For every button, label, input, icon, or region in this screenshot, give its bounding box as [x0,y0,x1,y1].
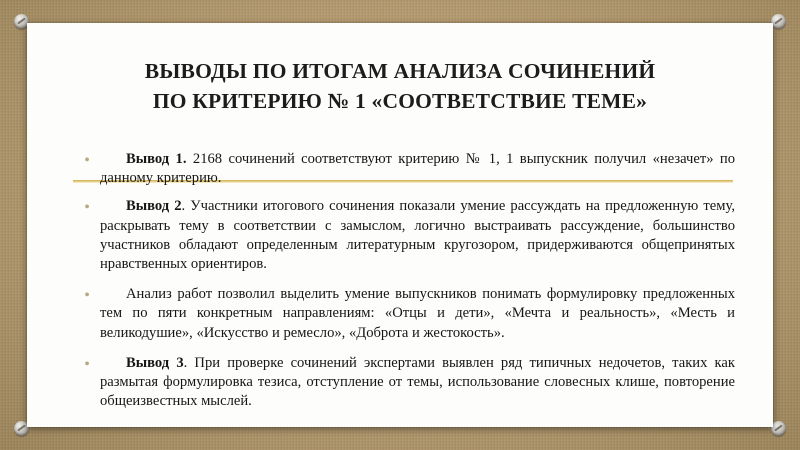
paragraph-2-lead: Вывод 2 [126,198,182,215]
list-item [74,285,735,343]
paragraph-2-text: . Участники итогового сочинения показали умение рассуждать на предложенную тему, раскрывать тему в соответствии с замыслом, логично выстраивать рассуждение, большинство участников обладают определенным литературным кругозором, придерживаются общепринятых нравственных ориентиров. [100,198,735,273]
list-item [74,150,735,188]
list-item [74,354,735,412]
slide-paper [27,23,773,427]
page-title-line-1: ВЫВОДЫ ПО ИТОГАМ АНАЛИЗА СОЧИНЕНИЙ [144,59,656,83]
paragraph-4-text: . При проверке сочинений экспертами выявлен ряд типичных недочетов, таких как размытая формулировка тезиса, отступление от темы, использование словесных клише, повторение общеизвестных мыслей. [100,354,735,410]
paragraph-3-text: Анализ работ позволил выделить умение выпускников понимать формулировку предложенных тем по пяти конкретным направлениям: «Отцы и дети», «Мечта и реальность», «Месть и великодушие», «Искусство и ремесло», «Доброта и жестокость». [100,286,735,341]
paragraph-1-text: 2168 сочинений соответствуют критерию № 1, 1 выпускник получил «незачет» по данному критерию. [100,151,736,187]
paragraph-4 [100,354,735,412]
bullet-icon: • [84,355,90,373]
list-item [74,197,735,274]
bullet-icon: • [84,152,90,169]
bullet-icon: • [84,287,90,305]
paragraph-1 [100,150,735,188]
screw-top-right-icon [771,14,786,29]
bullet-icon: • [84,199,90,217]
page-title-line-2: ПО КРИТЕРИЮ № 1 «СООТВЕТСТВИЕ ТЕМЕ» [152,89,648,113]
paragraph-1-lead: Вывод 1. [126,151,187,167]
paragraph-3 [100,285,735,343]
body-content [74,150,735,420]
screw-bottom-right-icon [771,421,786,436]
paragraph-4-lead: Вывод 3 [126,354,184,371]
paragraph-2 [100,197,735,274]
page-title [67,56,733,116]
